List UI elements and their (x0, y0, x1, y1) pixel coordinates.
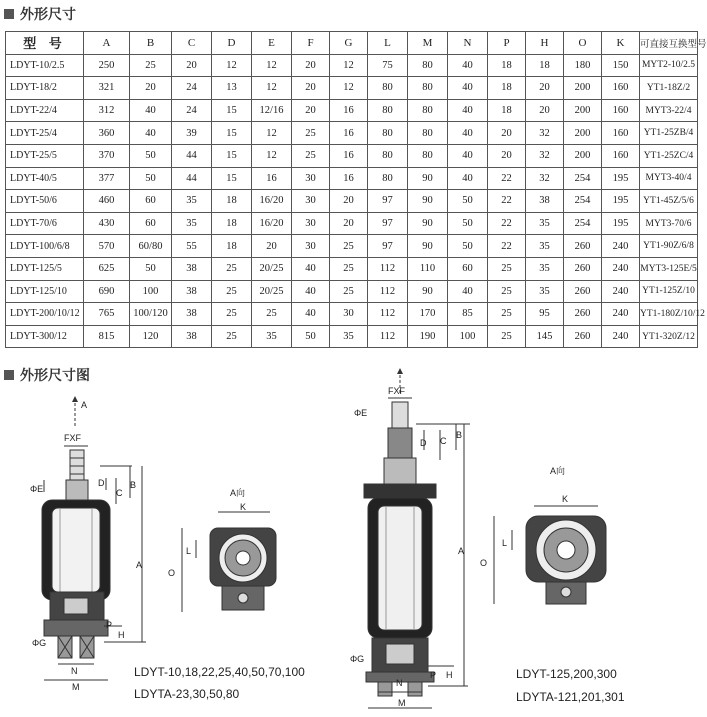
cell-value: 190 (408, 325, 448, 348)
cell-value: 32 (526, 144, 564, 167)
cell-value: 170 (408, 303, 448, 326)
cell-value: 260 (564, 303, 602, 326)
cell-value: 25 (488, 257, 526, 280)
cell-value: 25 (252, 303, 292, 326)
cell-value: 200 (564, 144, 602, 167)
cell-value: 30 (330, 303, 368, 326)
cell-value: 18 (488, 99, 526, 122)
section-title-dimensions (4, 4, 76, 24)
cell-value: 80 (408, 144, 448, 167)
cell-value: 44 (172, 144, 212, 167)
label-o-small: O (168, 568, 176, 578)
cell-value: 16/20 (252, 190, 292, 213)
cell-compatible: YT1-125Z/10 (640, 280, 698, 303)
cell-value: 32 (526, 122, 564, 145)
cell-value: 40 (292, 280, 330, 303)
cell-value: 97 (368, 190, 408, 213)
large-thruster-front-view (350, 368, 470, 708)
label-o-large: O (480, 558, 488, 568)
cell-value: 112 (368, 257, 408, 280)
cell-value: 312 (84, 99, 130, 122)
cell-value: 12 (252, 54, 292, 77)
cell-value: 430 (84, 212, 130, 235)
cell-value: 50 (130, 144, 172, 167)
cell-compatible: MYT3-70/6 (640, 212, 698, 235)
cell-value: 16 (330, 99, 368, 122)
cell-compatible: MYT2-10/2.5 (640, 54, 698, 77)
cell-value: 90 (408, 235, 448, 258)
cell-value: 80 (368, 167, 408, 190)
cell-value: 16 (330, 144, 368, 167)
table-row (6, 212, 698, 235)
large-thruster-a-view (480, 465, 606, 604)
cell-value: 20 (172, 54, 212, 77)
cell-value: 25 (488, 303, 526, 326)
cell-model: LDYT-300/12 (6, 325, 84, 348)
cell-value: 12/16 (252, 99, 292, 122)
cell-compatible: YT1-18Z/2 (640, 77, 698, 100)
cell-value: 85 (448, 303, 488, 326)
dimensions-table (5, 31, 707, 348)
cell-value: 240 (602, 303, 640, 326)
cell-value: 35 (526, 212, 564, 235)
cell-value: 195 (602, 212, 640, 235)
cell-value: 30 (292, 167, 330, 190)
cell-value: 22 (488, 212, 526, 235)
cell-model: LDYT-125/10 (6, 280, 84, 303)
cell-value: 80 (408, 54, 448, 77)
cell-value: 25 (330, 280, 368, 303)
cell-value: 97 (368, 212, 408, 235)
header-col: G (330, 32, 368, 55)
cell-value: 25 (130, 54, 172, 77)
cell-value: 13 (212, 77, 252, 100)
cell-value: 35 (330, 325, 368, 348)
cell-value: 95 (526, 303, 564, 326)
cell-model: LDYT-40/5 (6, 167, 84, 190)
cell-value: 110 (408, 257, 448, 280)
cell-value: 12 (212, 54, 252, 77)
cell-value: 22 (488, 190, 526, 213)
label-c-large: C (440, 436, 447, 446)
table-row (6, 122, 698, 145)
table-row (6, 77, 698, 100)
cell-value: 40 (292, 303, 330, 326)
cell-value: 18 (488, 54, 526, 77)
cell-value: 44 (172, 167, 212, 190)
label-h-small: H (118, 630, 125, 640)
cell-value: 97 (368, 235, 408, 258)
label-n-small: N (71, 666, 78, 676)
cell-value: 254 (564, 167, 602, 190)
cell-value: 260 (564, 325, 602, 348)
cell-value: 50 (292, 325, 330, 348)
table-row (6, 167, 698, 190)
header-col: B (130, 32, 172, 55)
header-col: M (408, 32, 448, 55)
cell-value: 321 (84, 77, 130, 100)
cell-value: 20 (488, 144, 526, 167)
cell-value: 20 (292, 77, 330, 100)
cell-compatible: MYT3-22/4 (640, 99, 698, 122)
cell-value: 75 (368, 54, 408, 77)
cell-value: 50 (448, 212, 488, 235)
cell-value: 254 (564, 190, 602, 213)
cell-value: 20 (488, 122, 526, 145)
cell-value: 55 (172, 235, 212, 258)
outline-drawing-svg (0, 380, 700, 712)
cell-value: 35 (526, 257, 564, 280)
cell-value: 25 (488, 280, 526, 303)
header-col: E (252, 32, 292, 55)
label-h-large: H (446, 670, 453, 680)
table-row (6, 325, 698, 348)
cell-value: 90 (408, 167, 448, 190)
cell-value: 80 (368, 77, 408, 100)
cell-value: 40 (130, 99, 172, 122)
cell-value: 80 (408, 77, 448, 100)
cell-value: 145 (526, 325, 564, 348)
label-k-small: K (240, 502, 247, 512)
cell-compatible: YT1-90Z/6/8 (640, 235, 698, 258)
label-b-large: B (456, 430, 463, 440)
cell-value: 240 (602, 235, 640, 258)
cell-value: 40 (448, 122, 488, 145)
cell-value: 22 (488, 167, 526, 190)
header-col: A (84, 32, 130, 55)
label-n-large: N (396, 678, 403, 688)
label-m-small: M (72, 682, 80, 692)
cell-value: 20/25 (252, 280, 292, 303)
cell-value: 40 (448, 167, 488, 190)
header-col: O (564, 32, 602, 55)
cell-value: 240 (602, 325, 640, 348)
cell-value: 160 (602, 99, 640, 122)
section-square-icon (4, 370, 14, 380)
cell-value: 25 (212, 303, 252, 326)
cell-value: 20 (252, 235, 292, 258)
cell-value: 815 (84, 325, 130, 348)
cell-value: 80 (408, 99, 448, 122)
cell-value: 20 (130, 77, 172, 100)
cell-value: 40 (448, 280, 488, 303)
label-a-view-small: A向 (230, 488, 246, 498)
cell-value: 50 (448, 190, 488, 213)
cell-value: 377 (84, 167, 130, 190)
cell-value: 60 (130, 190, 172, 213)
cell-value: 160 (602, 144, 640, 167)
cell-value: 18 (526, 54, 564, 77)
cell-value: 40 (292, 257, 330, 280)
cell-value: 80 (368, 99, 408, 122)
header-col: P (488, 32, 526, 55)
cell-value: 40 (448, 54, 488, 77)
cell-value: 38 (172, 325, 212, 348)
cell-value: 30 (292, 190, 330, 213)
cell-value: 370 (84, 144, 130, 167)
cell-value: 20 (292, 99, 330, 122)
cell-value: 195 (602, 190, 640, 213)
cell-value: 690 (84, 280, 130, 303)
cell-value: 25 (330, 235, 368, 258)
cell-value: 20 (526, 99, 564, 122)
cell-value: 765 (84, 303, 130, 326)
cell-value: 40 (448, 77, 488, 100)
cell-value: 160 (602, 122, 640, 145)
label-fxf-large: FXF (388, 386, 405, 396)
cell-value: 60 (130, 212, 172, 235)
cell-value: 100/120 (130, 303, 172, 326)
table-row (6, 190, 698, 213)
cell-value: 15 (212, 122, 252, 145)
cell-value: 25 (292, 122, 330, 145)
label-d-large: D (420, 438, 427, 448)
cell-value: 38 (526, 190, 564, 213)
cell-value: 240 (602, 257, 640, 280)
header-col: C (172, 32, 212, 55)
table-row (6, 54, 698, 77)
cell-value: 25 (212, 325, 252, 348)
cell-value: 35 (526, 280, 564, 303)
cell-value: 50 (130, 167, 172, 190)
cell-value: 240 (602, 280, 640, 303)
cell-value: 90 (408, 280, 448, 303)
section-title-text: 外形尺寸 (20, 7, 76, 23)
label-phi-e-small: ΦE (30, 484, 44, 494)
cell-compatible: YT1-25ZB/4 (640, 122, 698, 145)
cell-value: 40 (448, 99, 488, 122)
cell-value: 195 (602, 167, 640, 190)
cell-value: 12 (252, 77, 292, 100)
cell-value: 30 (292, 212, 330, 235)
cell-compatible: YT1-45Z/5/6 (640, 190, 698, 213)
header-col: H (526, 32, 564, 55)
cell-compatible: YT1-25ZC/4 (640, 144, 698, 167)
cell-value: 460 (84, 190, 130, 213)
table-row (6, 235, 698, 258)
table-row (6, 144, 698, 167)
cell-model: LDYT-125/5 (6, 257, 84, 280)
cell-value: 12 (252, 144, 292, 167)
cell-value: 38 (172, 303, 212, 326)
cell-value: 12 (330, 77, 368, 100)
cell-value: 12 (330, 54, 368, 77)
cell-value: 260 (564, 280, 602, 303)
cell-model: LDYT-200/10/12 (6, 303, 84, 326)
cell-value: 40 (448, 144, 488, 167)
cell-value: 15 (212, 167, 252, 190)
cell-value: 20 (526, 77, 564, 100)
section-square-icon (4, 9, 14, 19)
cell-value: 35 (252, 325, 292, 348)
header-col: L (368, 32, 408, 55)
cell-model: LDYT-100/6/8 (6, 235, 84, 258)
label-b-small: B (130, 480, 137, 490)
cell-value: 160 (602, 77, 640, 100)
cell-value: 25 (292, 144, 330, 167)
cell-compatible: MYT3-40/4 (640, 167, 698, 190)
cell-compatible: YT1-180Z/10/12 (640, 303, 698, 326)
header-model: 型 号 (6, 32, 84, 55)
cell-value: 260 (564, 257, 602, 280)
cell-value: 25 (330, 257, 368, 280)
cell-value: 18 (212, 212, 252, 235)
header-col: N (448, 32, 488, 55)
cell-value: 30 (292, 235, 330, 258)
label-c-small: C (116, 488, 123, 498)
label-a-large: A (458, 546, 465, 556)
cell-model: LDYT-25/4 (6, 122, 84, 145)
cell-value: 20 (330, 212, 368, 235)
cell-value: 100 (448, 325, 488, 348)
cell-value: 18 (488, 77, 526, 100)
header-compatible: 可直接互换型号 (640, 32, 698, 55)
cell-value: 200 (564, 77, 602, 100)
label-phi-g-small: ΦG (32, 638, 47, 648)
label-k-large: K (562, 494, 569, 504)
cell-value: 16 (252, 167, 292, 190)
cell-value: 254 (564, 212, 602, 235)
cell-value: 25 (488, 325, 526, 348)
header-col: K (602, 32, 640, 55)
cell-value: 16/20 (252, 212, 292, 235)
cell-value: 25 (212, 257, 252, 280)
table-row (6, 99, 698, 122)
cell-value: 20 (330, 190, 368, 213)
cell-value: 360 (84, 122, 130, 145)
label-a-arrow: A (81, 400, 88, 410)
cell-value: 200 (564, 122, 602, 145)
cell-value: 570 (84, 235, 130, 258)
cell-value: 35 (526, 235, 564, 258)
cell-value: 18 (212, 235, 252, 258)
cell-value: 22 (488, 235, 526, 258)
cell-value: 260 (564, 235, 602, 258)
cell-value: 200 (564, 99, 602, 122)
cell-value: 150 (602, 54, 640, 77)
small-thruster-front-view (30, 396, 146, 692)
label-p-large: P (430, 670, 437, 680)
label-l-small: L (186, 546, 192, 556)
cell-model: LDYT-22/4 (6, 99, 84, 122)
cell-value: 24 (172, 77, 212, 100)
cell-value: 35 (172, 212, 212, 235)
cell-value: 60 (448, 257, 488, 280)
cell-value: 112 (368, 325, 408, 348)
cell-value: 35 (172, 190, 212, 213)
cell-value: 80 (368, 122, 408, 145)
cell-value: 90 (408, 212, 448, 235)
cell-value: 16 (330, 167, 368, 190)
cell-model: LDYT-25/5 (6, 144, 84, 167)
cell-value: 112 (368, 303, 408, 326)
small-thruster-a-view (168, 487, 276, 612)
cell-value: 25 (212, 280, 252, 303)
cell-value: 50 (448, 235, 488, 258)
cell-value: 112 (368, 280, 408, 303)
label-d-small: D (98, 478, 105, 488)
cell-value: 120 (130, 325, 172, 348)
section-title-text: 外形尺寸图 (20, 368, 90, 384)
cell-value: 38 (172, 280, 212, 303)
cell-value: 39 (172, 122, 212, 145)
cell-value: 20/25 (252, 257, 292, 280)
cell-value: 18 (212, 190, 252, 213)
cell-value: 15 (212, 144, 252, 167)
caption-small-models-2: LDYTA-23,30,50,80 (134, 687, 240, 701)
cell-value: 16 (330, 122, 368, 145)
header-col: F (292, 32, 330, 55)
cell-value: 32 (526, 167, 564, 190)
cell-value: 250 (84, 54, 130, 77)
cell-value: 60/80 (130, 235, 172, 258)
cell-compatible: MYT3-125E/5 (640, 257, 698, 280)
header-col: D (212, 32, 252, 55)
cell-model: LDYT-70/6 (6, 212, 84, 235)
cell-value: 80 (368, 144, 408, 167)
cell-value: 20 (292, 54, 330, 77)
cell-value: 80 (408, 122, 448, 145)
label-a-small: A (136, 560, 143, 570)
caption-small-models-1: LDYT-10,18,22,25,40,50,70,100 (134, 665, 305, 679)
cell-value: 100 (130, 280, 172, 303)
table-row (6, 257, 698, 280)
caption-large-models-1: LDYT-125,200,300 (516, 667, 617, 681)
cell-compatible: YT1-320Z/12 (640, 325, 698, 348)
cell-model: LDYT-10/2.5 (6, 54, 84, 77)
table-row (6, 303, 698, 326)
cell-model: LDYT-18/2 (6, 77, 84, 100)
cell-value: 180 (564, 54, 602, 77)
table-row (6, 280, 698, 303)
cell-value: 90 (408, 190, 448, 213)
label-phi-e-large: ΦE (354, 408, 368, 418)
label-m-large: M (398, 698, 406, 708)
table-header-row (6, 32, 698, 55)
label-a-view-large: A向 (550, 466, 566, 476)
label-p-small: P (106, 620, 113, 630)
label-phi-g-large: ΦG (350, 654, 365, 664)
label-fxf-small: FXF (64, 433, 81, 443)
cell-value: 50 (130, 257, 172, 280)
cell-value: 15 (212, 99, 252, 122)
outline-drawings (0, 380, 700, 712)
cell-model: LDYT-50/6 (6, 190, 84, 213)
cell-value: 24 (172, 99, 212, 122)
cell-value: 12 (252, 122, 292, 145)
cell-value: 625 (84, 257, 130, 280)
cell-value: 40 (130, 122, 172, 145)
label-l-large: L (502, 538, 508, 548)
caption-large-models-2: LDYTA-121,201,301 (516, 690, 625, 704)
cell-value: 38 (172, 257, 212, 280)
